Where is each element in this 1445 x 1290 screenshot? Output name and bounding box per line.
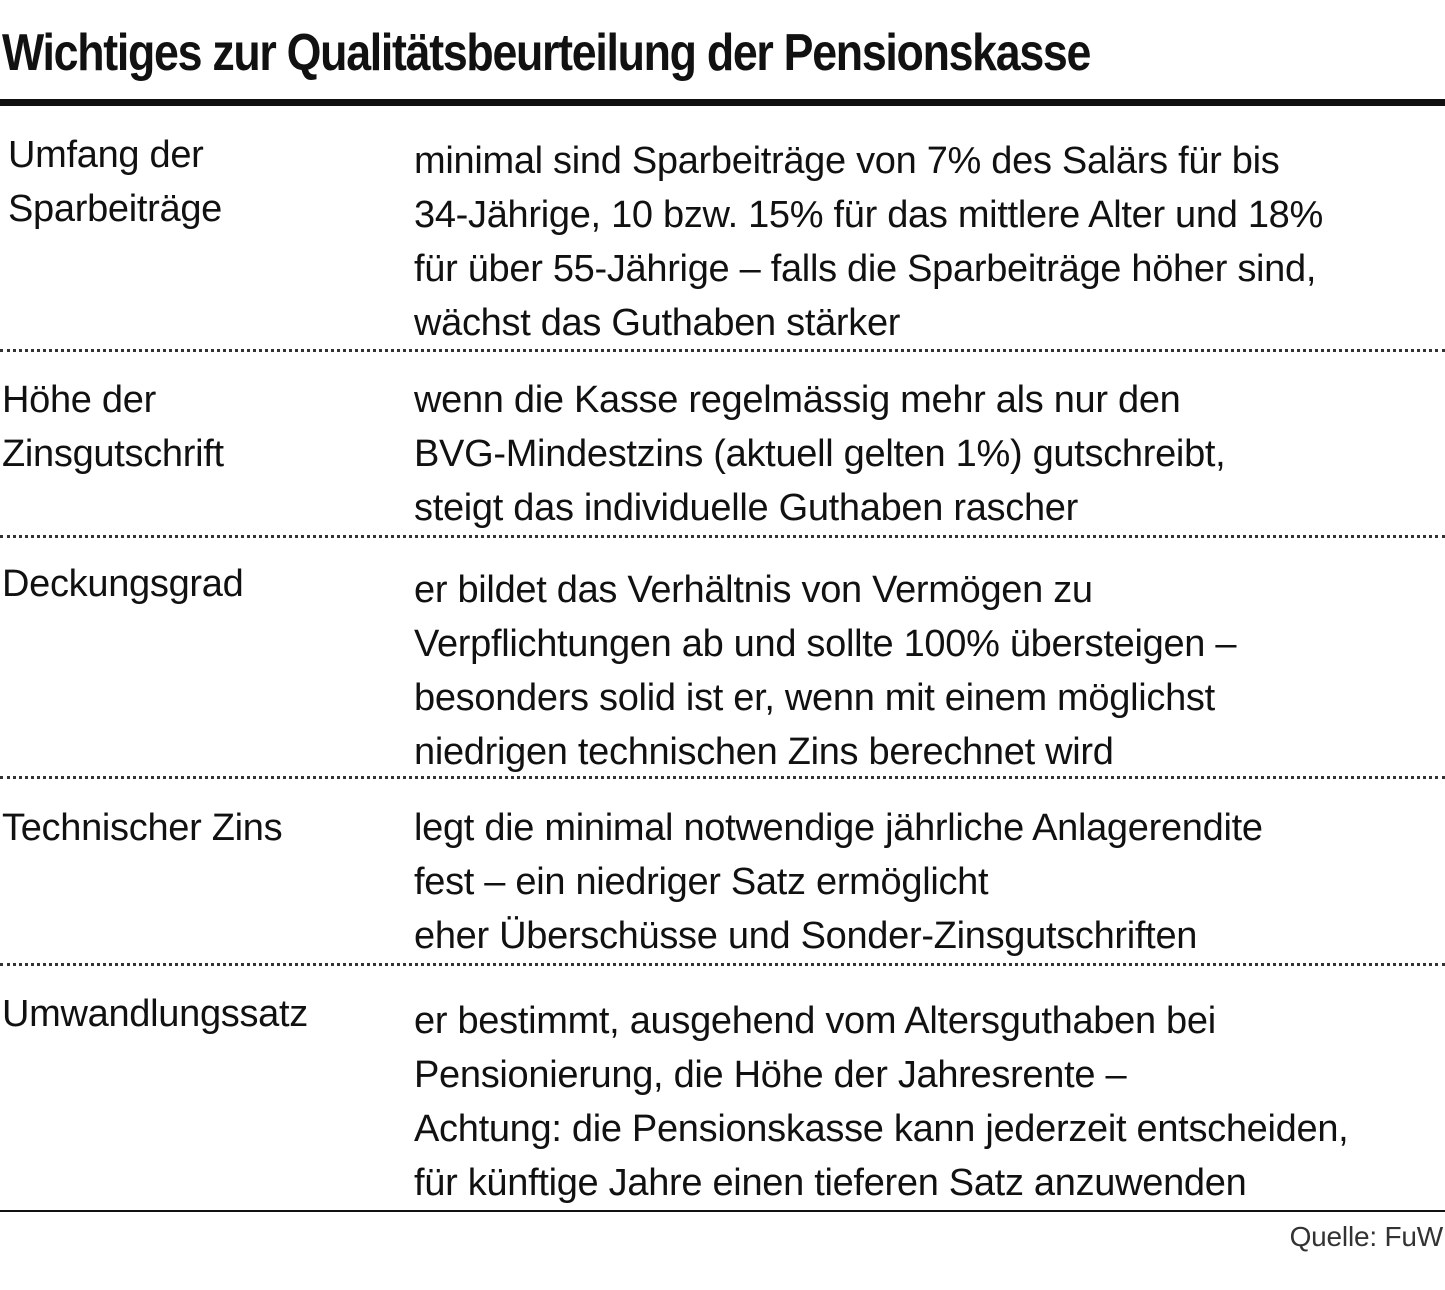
row-term: Technischer Zins bbox=[2, 807, 283, 849]
description-line: besonders solid ist er, wenn mit einem möglichst bbox=[414, 677, 1215, 719]
description-line: 34-Jährige, 10 bzw. 15% für das mittlere Alter und 18% bbox=[414, 194, 1323, 236]
row-description bbox=[414, 134, 1445, 350]
row-separator bbox=[0, 963, 1445, 966]
row-term: Höhe der Zinsgutschrift bbox=[2, 379, 224, 475]
description-line: steigt das individuelle Guthaben rascher bbox=[414, 487, 1078, 529]
description-line: BVG-Mindestzins (aktuell gelten 1%) gutschreibt, bbox=[414, 433, 1226, 475]
row-description bbox=[414, 994, 1445, 1210]
description-line: eher Überschüsse und Sonder-Zinsgutschriften bbox=[414, 915, 1198, 957]
row-term: Umwandlungssatz bbox=[2, 993, 308, 1035]
source-note: Quelle: FuW bbox=[1289, 1221, 1443, 1252]
description-line: wenn die Kasse regelmässig mehr als nur den bbox=[414, 379, 1181, 421]
description-line: er bildet das Verhältnis von Vermögen zu bbox=[414, 569, 1093, 611]
description-line: für über 55-Jährige – falls die Sparbeiträge höher sind, bbox=[414, 248, 1317, 290]
row-separator bbox=[0, 776, 1445, 779]
bottom-rule bbox=[0, 1210, 1445, 1212]
row-separator bbox=[0, 535, 1445, 538]
description-line: für künftige Jahre einen tieferen Satz anzuwenden bbox=[414, 1162, 1247, 1204]
row-term: Deckungsgrad bbox=[2, 563, 244, 605]
description-line: Pensionierung, die Höhe der Jahresrente – bbox=[414, 1054, 1127, 1096]
description-line: wächst das Guthaben stärker bbox=[414, 302, 901, 344]
description-line: Achtung: die Pensionskasse kann jederzeit entscheiden, bbox=[414, 1108, 1349, 1150]
description-line: minimal sind Sparbeiträge von 7% des Salärs für bis bbox=[414, 140, 1280, 182]
row-separator bbox=[0, 349, 1445, 352]
row-description bbox=[414, 373, 1445, 535]
row-description bbox=[414, 801, 1445, 963]
page-title: Wichtiges zur Qualitätsbeurteilung der Pensionskasse bbox=[2, 24, 1091, 82]
description-line: er bestimmt, ausgehend vom Altersguthaben bei bbox=[414, 1000, 1216, 1042]
description-line: niedrigen technischen Zins berechnet wird bbox=[414, 731, 1114, 773]
description-line: fest – ein niedriger Satz ermöglicht bbox=[414, 861, 989, 903]
description-line: legt die minimal notwendige jährliche Anlagerendite bbox=[414, 807, 1263, 849]
title-rule bbox=[0, 99, 1445, 106]
row-description bbox=[414, 563, 1445, 779]
description-line: Verpflichtungen ab und sollte 100% übersteigen – bbox=[414, 623, 1237, 665]
row-term: Umfang der Sparbeiträge bbox=[8, 134, 222, 230]
